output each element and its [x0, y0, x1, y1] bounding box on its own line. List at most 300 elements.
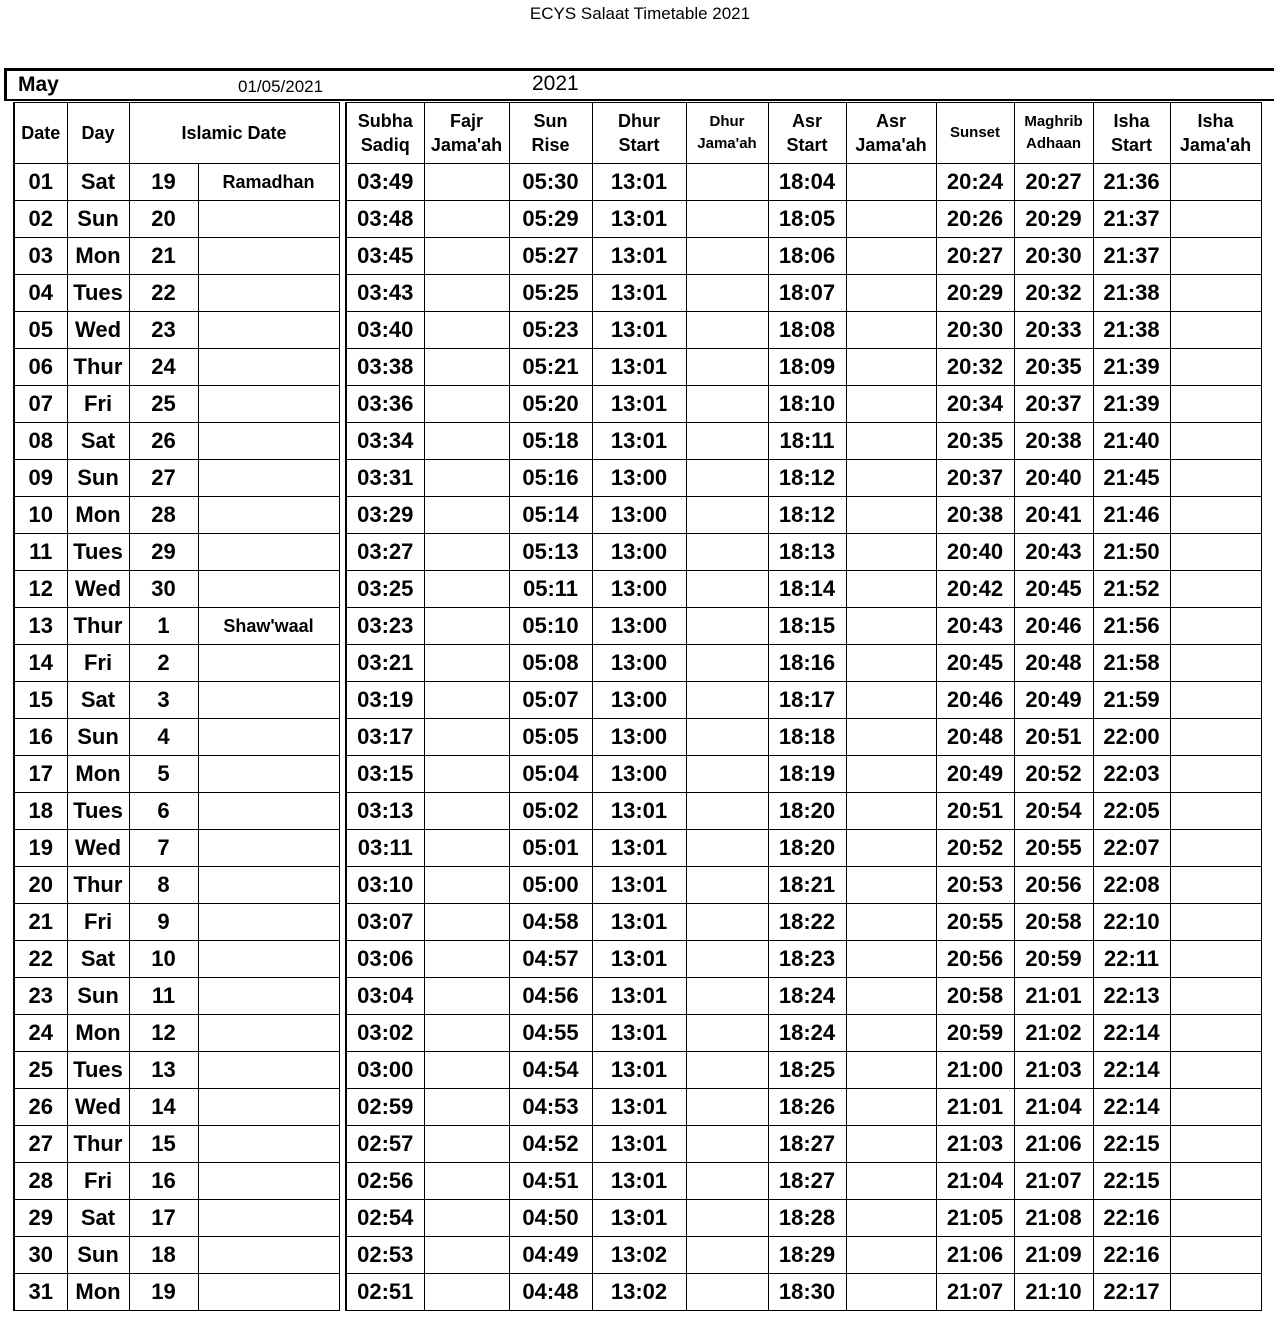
- header-sun-rise: [509, 103, 592, 164]
- cell-islamic-month: [198, 1200, 339, 1237]
- cell-dhur-start: 13:01: [592, 1015, 686, 1052]
- cell-dhur-start: 13:01: [592, 386, 686, 423]
- cell-day: Sun: [67, 460, 129, 497]
- cell-islamic-month: [198, 534, 339, 571]
- cell-asr-start: 18:26: [768, 1089, 846, 1126]
- header-asr-jamaah: [846, 103, 936, 164]
- cell-isha-start: 22:14: [1093, 1089, 1170, 1126]
- cell-date: 02: [14, 201, 67, 238]
- header-isha-start-l2: Start: [1110, 135, 1152, 155]
- cell-date: 30: [14, 1237, 67, 1274]
- cell-fajr-jamaah: [424, 1089, 509, 1126]
- cell-isha-start: 22:16: [1093, 1237, 1170, 1274]
- cell-islamic-day: 10: [129, 941, 198, 978]
- month-label: May: [18, 73, 59, 96]
- cell-maghrib-adhaan: 20:27: [1014, 164, 1093, 201]
- header-isha-jamaah-l1: Isha: [1197, 111, 1234, 131]
- cell-fajr-jamaah: [424, 534, 509, 571]
- cell-asr-start: 18:08: [768, 312, 846, 349]
- header-islamic-date: Islamic Date: [129, 103, 339, 164]
- cell-isha-start: 22:13: [1093, 978, 1170, 1015]
- cell-asr-start: 18:27: [768, 1163, 846, 1200]
- cell-sun-rise: 05:30: [509, 164, 592, 201]
- cell-date: 03: [14, 238, 67, 275]
- table-row: [346, 608, 1261, 645]
- cell-isha-start: 21:59: [1093, 682, 1170, 719]
- cell-dhur-jamaah: [686, 978, 768, 1015]
- cell-asr-start: 18:09: [768, 349, 846, 386]
- cell-date: 15: [14, 682, 67, 719]
- cell-day: Sat: [67, 423, 129, 460]
- cell-subha-sadiq: 03:23: [346, 608, 424, 645]
- cell-date: 23: [14, 978, 67, 1015]
- cell-islamic-day: 14: [129, 1089, 198, 1126]
- cell-dhur-jamaah: [686, 238, 768, 275]
- cell-subha-sadiq: 03:45: [346, 238, 424, 275]
- month-bar: [4, 71, 1274, 101]
- cell-isha-jamaah: [1170, 423, 1261, 460]
- cell-day: Sun: [67, 978, 129, 1015]
- cell-asr-start: 18:13: [768, 534, 846, 571]
- cell-asr-jamaah: [846, 867, 936, 904]
- cell-isha-start: 21:52: [1093, 571, 1170, 608]
- cell-isha-jamaah: [1170, 867, 1261, 904]
- table-row: [346, 645, 1261, 682]
- cell-subha-sadiq: 03:21: [346, 645, 424, 682]
- cell-asr-start: 18:12: [768, 497, 846, 534]
- cell-dhur-start: 13:01: [592, 1089, 686, 1126]
- cell-fajr-jamaah: [424, 1015, 509, 1052]
- cell-asr-start: 18:17: [768, 682, 846, 719]
- cell-sunset: 21:05: [936, 1200, 1014, 1237]
- prayer-table-body: [346, 164, 1261, 1311]
- cell-fajr-jamaah: [424, 571, 509, 608]
- cell-asr-jamaah: [846, 1089, 936, 1126]
- cell-asr-jamaah: [846, 164, 936, 201]
- cell-sunset: 20:49: [936, 756, 1014, 793]
- cell-maghrib-adhaan: 20:49: [1014, 682, 1093, 719]
- cell-day: Fri: [67, 1163, 129, 1200]
- cell-maghrib-adhaan: 20:48: [1014, 645, 1093, 682]
- cell-islamic-month: [198, 275, 339, 312]
- cell-islamic-day: 4: [129, 719, 198, 756]
- table-row: [346, 1200, 1261, 1237]
- cell-isha-jamaah: [1170, 719, 1261, 756]
- cell-islamic-day: 3: [129, 682, 198, 719]
- table-row: [346, 867, 1261, 904]
- table-row: [14, 386, 339, 423]
- cell-fajr-jamaah: [424, 867, 509, 904]
- cell-dhur-start: 13:01: [592, 904, 686, 941]
- cell-sun-rise: 05:21: [509, 349, 592, 386]
- cell-asr-start: 18:24: [768, 978, 846, 1015]
- cell-islamic-month: [198, 1274, 339, 1311]
- cell-asr-jamaah: [846, 349, 936, 386]
- table-row: [14, 1237, 339, 1274]
- cell-sun-rise: 05:10: [509, 608, 592, 645]
- cell-isha-jamaah: [1170, 1237, 1261, 1274]
- cell-fajr-jamaah: [424, 312, 509, 349]
- table-row: [14, 682, 339, 719]
- table-row: [14, 645, 339, 682]
- cell-isha-start: 21:37: [1093, 201, 1170, 238]
- cell-dhur-start: 13:02: [592, 1274, 686, 1311]
- cell-dhur-jamaah: [686, 1126, 768, 1163]
- cell-dhur-jamaah: [686, 645, 768, 682]
- cell-sun-rise: 05:04: [509, 756, 592, 793]
- header-sun-rise-l1: Sun: [533, 111, 568, 131]
- cell-dhur-start: 13:01: [592, 941, 686, 978]
- cell-sun-rise: 05:18: [509, 423, 592, 460]
- cell-subha-sadiq: 03:13: [346, 793, 424, 830]
- cell-sunset: 21:07: [936, 1274, 1014, 1311]
- cell-dhur-jamaah: [686, 1089, 768, 1126]
- cell-dhur-start: 13:02: [592, 1237, 686, 1274]
- cell-dhur-jamaah: [686, 867, 768, 904]
- cell-maghrib-adhaan: 20:45: [1014, 571, 1093, 608]
- cell-day: Tues: [67, 275, 129, 312]
- table-row: [346, 1089, 1261, 1126]
- table-row: [14, 1200, 339, 1237]
- cell-asr-start: 18:10: [768, 386, 846, 423]
- cell-dhur-jamaah: [686, 1237, 768, 1274]
- cell-asr-start: 18:22: [768, 904, 846, 941]
- cell-isha-jamaah: [1170, 571, 1261, 608]
- cell-isha-jamaah: [1170, 793, 1261, 830]
- cell-day: Thur: [67, 349, 129, 386]
- month-year: 2021: [532, 72, 579, 95]
- cell-date: 19: [14, 830, 67, 867]
- cell-sunset: 21:00: [936, 1052, 1014, 1089]
- cell-islamic-month: [198, 238, 339, 275]
- cell-islamic-day: 28: [129, 497, 198, 534]
- cell-sun-rise: 05:23: [509, 312, 592, 349]
- cell-dhur-jamaah: [686, 164, 768, 201]
- table-row: [14, 1163, 339, 1200]
- cell-day: Tues: [67, 793, 129, 830]
- cell-dhur-jamaah: [686, 349, 768, 386]
- cell-asr-jamaah: [846, 497, 936, 534]
- cell-dhur-jamaah: [686, 1015, 768, 1052]
- cell-islamic-day: 5: [129, 756, 198, 793]
- cell-islamic-month: [198, 645, 339, 682]
- cell-islamic-day: 26: [129, 423, 198, 460]
- cell-dhur-start: 13:00: [592, 682, 686, 719]
- cell-dhur-start: 13:00: [592, 719, 686, 756]
- cell-fajr-jamaah: [424, 904, 509, 941]
- table-row: [14, 1052, 339, 1089]
- cell-dhur-jamaah: [686, 719, 768, 756]
- cell-fajr-jamaah: [424, 756, 509, 793]
- cell-islamic-month: [198, 941, 339, 978]
- prayer-times-table: [345, 102, 1262, 1311]
- cell-asr-start: 18:23: [768, 941, 846, 978]
- cell-islamic-day: 1: [129, 608, 198, 645]
- cell-isha-jamaah: [1170, 534, 1261, 571]
- cell-islamic-month: [198, 793, 339, 830]
- cell-islamic-month: [198, 682, 339, 719]
- cell-dhur-start: 13:00: [592, 756, 686, 793]
- table-row: [346, 497, 1261, 534]
- cell-subha-sadiq: 03:49: [346, 164, 424, 201]
- cell-subha-sadiq: 02:56: [346, 1163, 424, 1200]
- cell-islamic-day: 18: [129, 1237, 198, 1274]
- cell-subha-sadiq: 03:04: [346, 978, 424, 1015]
- cell-sun-rise: 05:25: [509, 275, 592, 312]
- cell-sun-rise: 04:55: [509, 1015, 592, 1052]
- cell-subha-sadiq: 03:11: [346, 830, 424, 867]
- cell-maghrib-adhaan: 21:03: [1014, 1052, 1093, 1089]
- cell-isha-start: 22:08: [1093, 867, 1170, 904]
- cell-maghrib-adhaan: 20:32: [1014, 275, 1093, 312]
- cell-fajr-jamaah: [424, 719, 509, 756]
- cell-islamic-day: 19: [129, 1274, 198, 1311]
- cell-isha-jamaah: [1170, 349, 1261, 386]
- cell-sunset: 20:59: [936, 1015, 1014, 1052]
- cell-subha-sadiq: 02:53: [346, 1237, 424, 1274]
- cell-subha-sadiq: 03:43: [346, 275, 424, 312]
- cell-fajr-jamaah: [424, 423, 509, 460]
- cell-asr-jamaah: [846, 275, 936, 312]
- header-dhur-jamaah-l2: Jama'ah: [697, 135, 757, 152]
- cell-isha-start: 22:17: [1093, 1274, 1170, 1311]
- cell-fajr-jamaah: [424, 238, 509, 275]
- cell-fajr-jamaah: [424, 645, 509, 682]
- cell-sun-rise: 05:02: [509, 793, 592, 830]
- cell-maghrib-adhaan: 21:06: [1014, 1126, 1093, 1163]
- cell-islamic-month: [198, 1015, 339, 1052]
- cell-sunset: 20:52: [936, 830, 1014, 867]
- cell-islamic-month: [198, 312, 339, 349]
- header-dhur-start-l2: Start: [618, 135, 660, 155]
- cell-asr-jamaah: [846, 312, 936, 349]
- prayer-header-row: [346, 103, 1261, 164]
- cell-islamic-day: 22: [129, 275, 198, 312]
- table-row: [346, 941, 1261, 978]
- month-bar-bottom-rule: [4, 99, 1274, 101]
- cell-fajr-jamaah: [424, 1052, 509, 1089]
- table-row: [346, 1015, 1261, 1052]
- cell-sun-rise: 04:52: [509, 1126, 592, 1163]
- cell-sunset: 20:30: [936, 312, 1014, 349]
- cell-isha-start: 22:03: [1093, 756, 1170, 793]
- cell-day: Mon: [67, 238, 129, 275]
- cell-islamic-day: 27: [129, 460, 198, 497]
- cell-sunset: 20:53: [936, 867, 1014, 904]
- header-maghrib-adhaan-l1: Maghrib: [1024, 113, 1083, 130]
- cell-subha-sadiq: 03:31: [346, 460, 424, 497]
- header-isha-jamaah: [1170, 103, 1261, 164]
- cell-maghrib-adhaan: 20:54: [1014, 793, 1093, 830]
- cell-isha-jamaah: [1170, 1126, 1261, 1163]
- table-row: [346, 1237, 1261, 1274]
- table-row: [14, 312, 339, 349]
- cell-day: Wed: [67, 312, 129, 349]
- cell-date: 17: [14, 756, 67, 793]
- cell-subha-sadiq: 02:51: [346, 1274, 424, 1311]
- cell-isha-start: 21:40: [1093, 423, 1170, 460]
- cell-dhur-jamaah: [686, 312, 768, 349]
- cell-day: Wed: [67, 571, 129, 608]
- cell-isha-start: 21:39: [1093, 386, 1170, 423]
- cell-sun-rise: 05:16: [509, 460, 592, 497]
- cell-day: Sun: [67, 201, 129, 238]
- cell-isha-start: 22:16: [1093, 1200, 1170, 1237]
- cell-asr-jamaah: [846, 1015, 936, 1052]
- cell-asr-jamaah: [846, 941, 936, 978]
- cell-islamic-day: 24: [129, 349, 198, 386]
- cell-date: 12: [14, 571, 67, 608]
- header-asr-start-l1: Asr: [791, 111, 822, 131]
- cell-fajr-jamaah: [424, 1274, 509, 1311]
- cell-asr-jamaah: [846, 645, 936, 682]
- cell-maghrib-adhaan: 21:01: [1014, 978, 1093, 1015]
- cell-subha-sadiq: 03:07: [346, 904, 424, 941]
- cell-asr-start: 18:30: [768, 1274, 846, 1311]
- cell-date: 09: [14, 460, 67, 497]
- cell-dhur-jamaah: [686, 1200, 768, 1237]
- cell-isha-start: 22:05: [1093, 793, 1170, 830]
- header-sunset: Sunset: [936, 103, 1014, 164]
- cell-dhur-start: 13:00: [592, 534, 686, 571]
- cell-islamic-month: [198, 1237, 339, 1274]
- cell-asr-jamaah: [846, 608, 936, 645]
- cell-islamic-day: 2: [129, 645, 198, 682]
- cell-day: Sat: [67, 1200, 129, 1237]
- cell-sunset: 21:01: [936, 1089, 1014, 1126]
- cell-islamic-month: [198, 386, 339, 423]
- cell-maghrib-adhaan: 20:40: [1014, 460, 1093, 497]
- cell-islamic-day: 16: [129, 1163, 198, 1200]
- cell-subha-sadiq: 03:17: [346, 719, 424, 756]
- cell-islamic-day: 19: [129, 164, 198, 201]
- table-row: [14, 830, 339, 867]
- cell-day: Sat: [67, 682, 129, 719]
- cell-isha-jamaah: [1170, 1163, 1261, 1200]
- table-row: [346, 719, 1261, 756]
- cell-islamic-month: [198, 978, 339, 1015]
- cell-dhur-jamaah: [686, 534, 768, 571]
- cell-sun-rise: 05:05: [509, 719, 592, 756]
- cell-fajr-jamaah: [424, 1200, 509, 1237]
- table-row: [346, 312, 1261, 349]
- cell-asr-start: 18:20: [768, 793, 846, 830]
- cell-subha-sadiq: 02:59: [346, 1089, 424, 1126]
- cell-asr-start: 18:18: [768, 719, 846, 756]
- cell-subha-sadiq: 03:06: [346, 941, 424, 978]
- cell-isha-jamaah: [1170, 201, 1261, 238]
- cell-dhur-jamaah: [686, 1274, 768, 1311]
- cell-date: 13: [14, 608, 67, 645]
- cell-asr-start: 18:27: [768, 1126, 846, 1163]
- cell-isha-start: 22:11: [1093, 941, 1170, 978]
- cell-fajr-jamaah: [424, 1237, 509, 1274]
- cell-date: 26: [14, 1089, 67, 1126]
- cell-islamic-day: 25: [129, 386, 198, 423]
- cell-isha-start: 22:14: [1093, 1052, 1170, 1089]
- cell-sunset: 20:55: [936, 904, 1014, 941]
- cell-isha-jamaah: [1170, 1274, 1261, 1311]
- cell-sunset: 20:58: [936, 978, 1014, 1015]
- cell-subha-sadiq: 03:25: [346, 571, 424, 608]
- cell-sunset: 20:26: [936, 201, 1014, 238]
- cell-dhur-start: 13:01: [592, 164, 686, 201]
- cell-maghrib-adhaan: 21:02: [1014, 1015, 1093, 1052]
- cell-islamic-month: [198, 904, 339, 941]
- table-row: [346, 164, 1261, 201]
- table-row: [346, 238, 1261, 275]
- cell-fajr-jamaah: [424, 682, 509, 719]
- cell-isha-start: 21:58: [1093, 645, 1170, 682]
- cell-day: Mon: [67, 497, 129, 534]
- cell-sunset: 20:32: [936, 349, 1014, 386]
- table-row: [14, 1015, 339, 1052]
- cell-dhur-jamaah: [686, 571, 768, 608]
- cell-islamic-month: [198, 830, 339, 867]
- cell-isha-start: 21:46: [1093, 497, 1170, 534]
- cell-maghrib-adhaan: 20:43: [1014, 534, 1093, 571]
- cell-dhur-start: 13:01: [592, 867, 686, 904]
- header-dhur-start: [592, 103, 686, 164]
- date-table-header-row: [14, 103, 339, 164]
- cell-sunset: 20:48: [936, 719, 1014, 756]
- cell-isha-jamaah: [1170, 164, 1261, 201]
- cell-maghrib-adhaan: 21:08: [1014, 1200, 1093, 1237]
- cell-subha-sadiq: 03:40: [346, 312, 424, 349]
- cell-islamic-month: [198, 497, 339, 534]
- cell-sun-rise: 04:56: [509, 978, 592, 1015]
- cell-asr-start: 18:20: [768, 830, 846, 867]
- cell-maghrib-adhaan: 20:56: [1014, 867, 1093, 904]
- table-row: [14, 164, 339, 201]
- cell-isha-start: 22:07: [1093, 830, 1170, 867]
- header-asr-start: [768, 103, 846, 164]
- cell-islamic-month: [198, 1089, 339, 1126]
- header-isha-jamaah-l2: Jama'ah: [1179, 135, 1252, 155]
- cell-islamic-month: Ramadhan: [198, 164, 339, 201]
- cell-isha-start: 21:39: [1093, 349, 1170, 386]
- cell-maghrib-adhaan: 20:55: [1014, 830, 1093, 867]
- table-row: [346, 460, 1261, 497]
- cell-maghrib-adhaan: 20:30: [1014, 238, 1093, 275]
- cell-asr-start: 18:15: [768, 608, 846, 645]
- header-isha-start: [1093, 103, 1170, 164]
- cell-dhur-jamaah: [686, 1163, 768, 1200]
- cell-subha-sadiq: 03:29: [346, 497, 424, 534]
- cell-isha-start: 21:37: [1093, 238, 1170, 275]
- cell-islamic-month: [198, 571, 339, 608]
- cell-dhur-jamaah: [686, 608, 768, 645]
- cell-sun-rise: 04:48: [509, 1274, 592, 1311]
- cell-asr-start: 18:11: [768, 423, 846, 460]
- cell-date: 14: [14, 645, 67, 682]
- cell-fajr-jamaah: [424, 608, 509, 645]
- cell-date: 18: [14, 793, 67, 830]
- table-row: [14, 460, 339, 497]
- cell-date: 16: [14, 719, 67, 756]
- cell-asr-jamaah: [846, 1274, 936, 1311]
- cell-islamic-day: 30: [129, 571, 198, 608]
- cell-islamic-day: 23: [129, 312, 198, 349]
- cell-isha-start: 21:38: [1093, 312, 1170, 349]
- cell-asr-jamaah: [846, 534, 936, 571]
- cell-dhur-jamaah: [686, 423, 768, 460]
- cell-asr-start: 18:16: [768, 645, 846, 682]
- cell-date: 27: [14, 1126, 67, 1163]
- cell-islamic-day: 21: [129, 238, 198, 275]
- cell-sun-rise: 05:01: [509, 830, 592, 867]
- cell-sun-rise: 05:14: [509, 497, 592, 534]
